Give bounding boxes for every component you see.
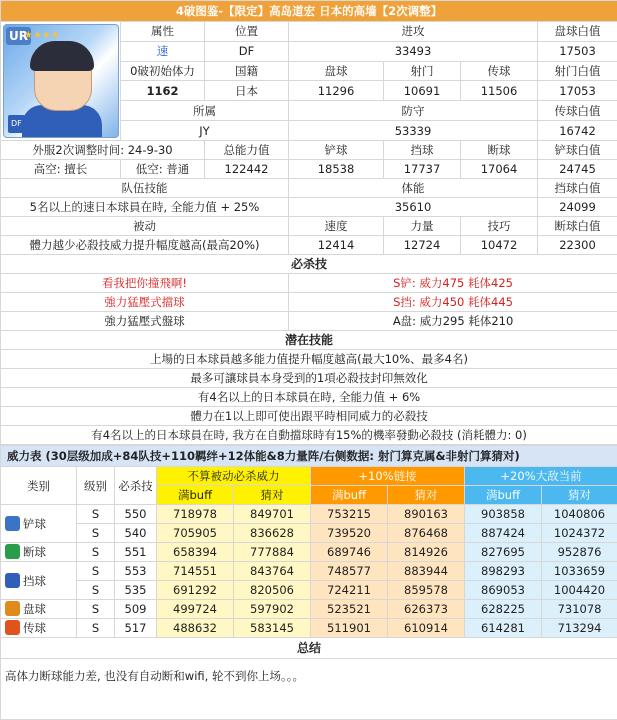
row-value: 583145: [234, 619, 311, 638]
value-shoot-base: 17053: [538, 81, 617, 101]
value-initial-stamina: 1162: [121, 81, 205, 101]
row-value: 814926: [388, 543, 465, 562]
row-value: 903858: [465, 505, 542, 524]
row-kind-dribble: 盘球: [1, 600, 77, 619]
row-value: 753215: [311, 505, 388, 524]
dribble-icon: [5, 601, 20, 616]
row-value: 626373: [388, 600, 465, 619]
label-tackle: 铲球: [289, 141, 384, 160]
label-initial-stamina: 0破初始体力: [121, 61, 205, 81]
row-value: 689746: [311, 543, 388, 562]
label-defense: 防守: [289, 101, 538, 121]
label-total-power: 总能力值: [205, 141, 289, 160]
row-value: 718978: [157, 505, 234, 524]
row-skill: 550: [115, 505, 157, 524]
latent-skill-line: 體力在1以上即可使出跟平時相同威力的必殺技: [1, 407, 617, 426]
row-value: 610914: [388, 619, 465, 638]
value-team-skill: 5名以上的速日本球員在時, 全能力值 + 25%: [1, 198, 289, 217]
col-skill-header: 必杀技: [115, 467, 157, 505]
sub-header-guess: 猜对: [542, 486, 617, 505]
player-card-image: [1, 22, 121, 141]
label-block: 挡球: [384, 141, 461, 160]
latent-skill-line: 有4名以上的日本球員在時, 我方在自動擋球時有15%的機率發動必殺技 (消耗體力: 0): [1, 426, 617, 445]
row-level: S: [77, 524, 115, 543]
value-tackle-base: 24745: [538, 160, 617, 179]
row-value: 849701: [234, 505, 311, 524]
group-header-link: +10%链接: [311, 467, 465, 486]
label-technique: 技巧: [461, 217, 538, 236]
table-row: [1, 543, 617, 562]
row-skill: 553: [115, 562, 157, 581]
row-value: 859578: [388, 581, 465, 600]
label-nationality: 国籍: [205, 61, 289, 81]
row-value: 731078: [542, 600, 617, 619]
value-power: 12724: [384, 236, 461, 255]
summary-text: 高体力断球能力差, 也没有自动断和wifi, 轮不到你上场。。。: [1, 659, 617, 720]
row-value: 705905: [157, 524, 234, 543]
special-skill-name: 強力猛壓式盤球: [1, 312, 289, 331]
row-level: S: [77, 505, 115, 524]
label-dribble: 盘球: [289, 61, 384, 81]
value-stamina: 35610: [289, 198, 538, 217]
table-row: [1, 562, 617, 581]
row-level: S: [77, 600, 115, 619]
row-value: 869053: [465, 581, 542, 600]
row-value: 1040806: [542, 505, 617, 524]
value-block: 17737: [384, 160, 461, 179]
row-value: 713294: [542, 619, 617, 638]
value-pass-base: 16742: [538, 121, 617, 141]
row-kind-pass: 传球: [1, 619, 77, 638]
row-value: 1004420: [542, 581, 617, 600]
row-value: 1033659: [542, 562, 617, 581]
adjust-date: 外服2次调整时间: 24-9-30: [1, 141, 205, 160]
row-kind-block: 挡球: [1, 562, 77, 600]
special-skill-name: 強力猛壓式擋球: [1, 293, 289, 312]
sub-header-full-buff: 满buff: [311, 486, 388, 505]
label-shoot: 射门: [384, 61, 461, 81]
latent-skill-line: 有4名以上的日本球員在時, 全能力值 + 6%: [1, 388, 617, 407]
low-ball: 低空: 普通: [121, 160, 205, 179]
row-skill: 509: [115, 600, 157, 619]
label-intercept-base: 断球白值: [538, 217, 617, 236]
row-value: 614281: [465, 619, 542, 638]
page-title: 4破图鉴-【限定】高岛道宏 日本的高墙【2次调整】: [1, 1, 617, 22]
row-value: 488632: [157, 619, 234, 638]
row-value: 658394: [157, 543, 234, 562]
value-total-power: 122442: [205, 160, 289, 179]
row-value: 511901: [311, 619, 388, 638]
row-value: 499724: [157, 600, 234, 619]
row-value: 827695: [465, 543, 542, 562]
row-level: S: [77, 619, 115, 638]
table-row: [1, 619, 617, 638]
table-row: [1, 581, 617, 600]
label-dribble-base: 盘球白值: [538, 22, 617, 42]
label-speed: 速度: [289, 217, 384, 236]
value-tackle: 18538: [289, 160, 384, 179]
row-value: 724211: [311, 581, 388, 600]
row-skill: 540: [115, 524, 157, 543]
label-tackle-base: 铲球白值: [538, 141, 617, 160]
group-header-boss: +20%大敌当前: [465, 467, 617, 486]
tackle-icon: [5, 516, 20, 531]
star-icons: ★★★★: [24, 27, 60, 45]
value-intercept-base: 22300: [538, 236, 617, 255]
sub-header-guess: 猜对: [234, 486, 311, 505]
label-pass: 传球: [461, 61, 538, 81]
row-skill: 517: [115, 619, 157, 638]
high-ball: 高空: 擅长: [1, 160, 121, 179]
value-attribute: 速: [121, 41, 205, 61]
rarity-badge: UR: [6, 27, 31, 45]
value-passive: 體力越少必殺技威力提升幅度越高(最高20%): [1, 236, 289, 255]
label-attribute: 属性: [121, 22, 205, 42]
label-stamina: 体能: [289, 179, 538, 198]
value-position: DF: [205, 41, 289, 61]
sub-header-full-buff: 满buff: [157, 486, 234, 505]
latent-skill-header: 潜在技能: [1, 331, 617, 350]
value-intercept: 17064: [461, 160, 538, 179]
row-kind-tackle: 铲球: [1, 505, 77, 543]
label-power: 力量: [384, 217, 461, 236]
value-attack: 33493: [289, 41, 538, 61]
table-row: [1, 600, 617, 619]
row-value: 597902: [234, 600, 311, 619]
row-value: 628225: [465, 600, 542, 619]
power-table: [0, 445, 617, 720]
latent-skill-line: 上場的日本球員越多能力值提升幅度越高(最大10%、最多4名): [1, 350, 617, 369]
label-attack: 进攻: [289, 22, 538, 42]
row-value: 890163: [388, 505, 465, 524]
table-row: [1, 524, 617, 543]
row-value: 691292: [157, 581, 234, 600]
sub-header-full-buff: 满buff: [465, 486, 542, 505]
row-value: 820506: [234, 581, 311, 600]
row-level: S: [77, 562, 115, 581]
value-nationality: 日本: [205, 81, 289, 101]
value-dribble: 11296: [289, 81, 384, 101]
row-value: 777884: [234, 543, 311, 562]
value-dribble-base: 17503: [538, 41, 617, 61]
row-kind-intercept: 断球: [1, 543, 77, 562]
value-shoot: 10691: [384, 81, 461, 101]
row-value: 898293: [465, 562, 542, 581]
row-skill: 535: [115, 581, 157, 600]
row-level: S: [77, 581, 115, 600]
col-kind-header: 类别: [1, 467, 77, 505]
value-technique: 10472: [461, 236, 538, 255]
special-skill-header: 必杀技: [1, 255, 617, 274]
col-level-header: 级别: [77, 467, 115, 505]
value-block-base: 24099: [538, 198, 617, 217]
row-value: 523521: [311, 600, 388, 619]
row-value: 748577: [311, 562, 388, 581]
intercept-icon: [5, 544, 20, 559]
row-value: 739520: [311, 524, 388, 543]
row-value: 714551: [157, 562, 234, 581]
position-badge: DF: [8, 115, 25, 133]
value-team: JY: [121, 121, 289, 141]
label-intercept: 断球: [461, 141, 538, 160]
special-skill-effect: A盘: 威力295 耗体210: [289, 312, 617, 331]
label-block-base: 挡球白值: [538, 179, 617, 198]
row-skill: 551: [115, 543, 157, 562]
row-value: 952876: [542, 543, 617, 562]
summary-header: 总结: [1, 638, 617, 659]
value-pass: 11506: [461, 81, 538, 101]
row-level: S: [77, 543, 115, 562]
label-team-skill: 队伍技能: [1, 179, 289, 198]
latent-skill-line: 最多可讓球員本身受到的1項必殺技封印無效化: [1, 369, 617, 388]
row-value: 836628: [234, 524, 311, 543]
label-position: 位置: [205, 22, 289, 42]
row-value: 883944: [388, 562, 465, 581]
special-skill-name: 看我把你撞飛啊!: [1, 274, 289, 293]
row-value: 843764: [234, 562, 311, 581]
block-icon: [5, 573, 20, 588]
power-table-title: 威力表 (30层级加成+84队技+110羁绊+12体能&8力量阵/右侧数据: 射门算克属&非射门算猜对): [1, 446, 617, 467]
special-skill-effect: S铲: 威力475 耗体425: [289, 274, 617, 293]
table-row: [1, 505, 617, 524]
label-team: 所属: [121, 101, 289, 121]
label-passive: 被动: [1, 217, 289, 236]
title-bar: [1, 1, 617, 22]
special-skill-effect: S挡: 威力450 耗体445: [289, 293, 617, 312]
row-value: 1024372: [542, 524, 617, 543]
group-header-base: 不算被动必杀威力: [157, 467, 311, 486]
value-speed: 12414: [289, 236, 384, 255]
pass-icon: [5, 620, 20, 635]
row-value: 887424: [465, 524, 542, 543]
row-value: 876468: [388, 524, 465, 543]
label-pass-base: 传球白值: [538, 101, 617, 121]
label-shoot-base: 射门白值: [538, 61, 617, 81]
value-defense: 53339: [289, 121, 538, 141]
sub-header-guess: 猜对: [388, 486, 465, 505]
